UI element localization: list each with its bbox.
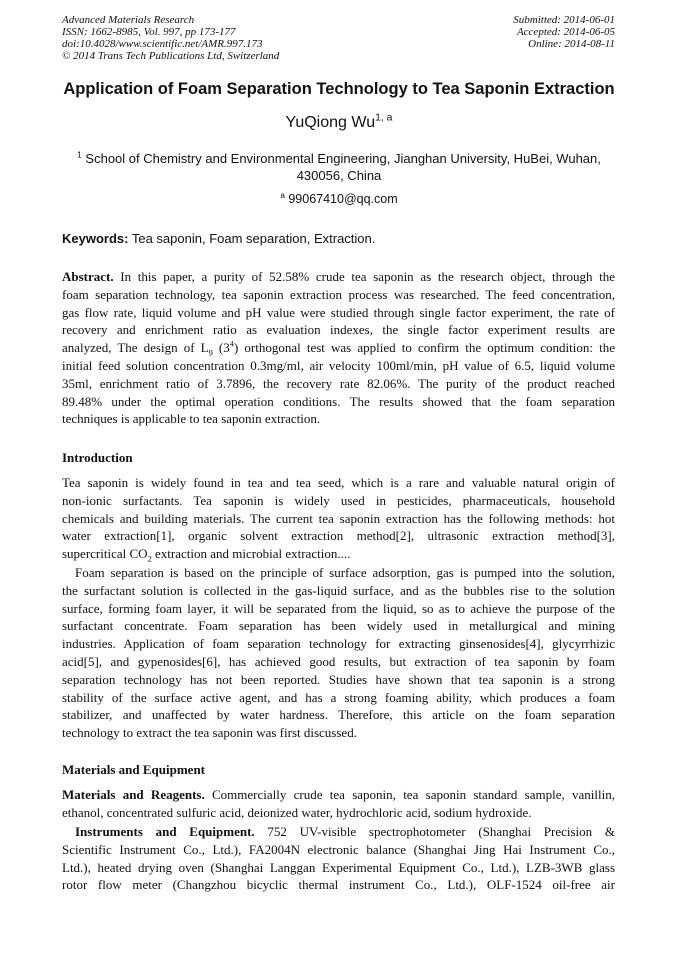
- issn: ISSN: 1662-8985, Vol. 997, pp 173-177: [62, 26, 236, 38]
- run-in-heading: Instruments and Equipment.: [75, 824, 255, 839]
- text-line: Ltd.), heated drying oven (Shanghai Langgan Experimental Equipment Co., Ltd.), LZB-3WB glass: [62, 859, 615, 875]
- accepted-date: Accepted: 2014-06-05: [516, 26, 615, 38]
- affiliation-line1: School of Chemistry and Environmental Engineering, Jianghan University, HuBei, Wuhan,: [85, 151, 601, 166]
- text-line: technology to extract the tea saponin was first discussed.: [62, 725, 357, 741]
- paper-title: Application of Foam Separation Technology to Tea Saponin Extraction: [63, 80, 615, 98]
- text-segment: 752 UV-visible spectrophotometer (Shanghai Precision &: [254, 824, 615, 839]
- journal-info: [62, 14, 279, 62]
- text-line: gas flow rate, liquid volume and pH value were studied through single factor experiment, the rate of: [62, 304, 615, 320]
- text-line: initial feed solution concentration 0.3mg/ml, air velocity 100ml/min, pH value of 6.5, liquid volume: [62, 357, 615, 373]
- introduction-paragraph-1: [62, 474, 615, 563]
- text-line: the surfactant solution is collected in the gas-liquid surface, and as the bubbles rise to the solution: [62, 582, 615, 598]
- keywords-label: Keywords:: [62, 231, 129, 246]
- text-line: [62, 545, 615, 563]
- text-line: surfactant concentrate. Foam separation has been widely used in metallurgical and mining: [62, 618, 615, 634]
- text-line: surface, forming foam layer, it will be separated from the liquid, so as to achieve the purpose of the: [62, 600, 615, 616]
- text-line: stability of the surface active agent, and has a strong foaming ability, which produces a foam: [62, 689, 615, 705]
- text-line: industries. Application of foam separation technology for extracting ginsenosides[4], glycyrrhizic: [62, 636, 615, 652]
- affiliation-line2: 430056, China: [296, 168, 382, 183]
- keywords-text: Tea saponin, Foam separation, Extraction.: [131, 231, 376, 246]
- text-line: foam separation technology, tea saponin extraction process was researched. The feed concentration,: [62, 286, 615, 302]
- text-line: [62, 339, 615, 357]
- instruments-paragraph: [62, 823, 615, 894]
- run-in-heading: Materials and Reagents.: [62, 787, 205, 802]
- text-segment: In this paper, a purity of 52.58% crude tea saponin as the research object, through the: [113, 269, 615, 284]
- author-name: YuQiong Wu: [285, 114, 376, 131]
- text-line: Scientific Instrument Co., Ltd.), FA2004N electronic balance (Shanghai Jing Hai Instrument Co.,: [62, 841, 615, 857]
- copyright: © 2014 Trans Tech Publications Ltd, Switzerland: [62, 50, 280, 62]
- text-line: [62, 823, 615, 841]
- author-sup: 1, a: [375, 112, 393, 124]
- email-sup: a: [280, 190, 285, 200]
- text-line: Foam separation is based on the principle of surface adsorption, gas is pumped into the solution,: [75, 565, 615, 580]
- text-segment: ) orthogonal test was applied to confirm the optimum condition: the: [233, 340, 615, 356]
- text-segment: extraction and microbial extraction....: [151, 546, 351, 562]
- keywords: [62, 231, 375, 246]
- text-line: separation technology has not been reported. Studies have shown that tea saponin is a strong: [62, 671, 615, 687]
- text-segment: 2: [147, 553, 152, 563]
- text-segment: 4: [229, 339, 234, 349]
- email-address: 99067410@qq.com: [288, 192, 398, 206]
- text-line: 35ml, enrichment ratio of 3.7896, the recovery rate 82.06%. The purity of the product reached: [62, 375, 615, 391]
- author: [0, 114, 678, 132]
- text-line: 89.48% under the optimal operation conditions. The results showed that the foam separation: [62, 393, 615, 409]
- run-in-heading: Abstract.: [62, 269, 114, 284]
- journal-name: Advanced Materials Research: [62, 14, 195, 26]
- materials-reagents-paragraph: [62, 786, 615, 822]
- text-line: Tea saponin is widely found in tea and tea seed, which is a rare and valuable natural origin of: [62, 475, 615, 490]
- text-line: recovery and enrichment ratio as evaluation indexes, the single factor experiment results are: [62, 322, 615, 338]
- online-date: Online: 2014-08-11: [528, 38, 615, 50]
- text-line: acid[5], and gypenosides[6], has achieved good results, but extraction of tea saponin by foam: [62, 653, 615, 669]
- text-segment: Commercially crude tea saponin, tea saponin standard sample, vanillin,: [204, 787, 615, 802]
- submitted-date: Submitted: 2014-06-01: [513, 14, 615, 26]
- dates-info: [513, 14, 615, 50]
- materials-heading: Materials and Equipment: [62, 762, 206, 777]
- affiliation: [0, 150, 678, 184]
- email: [0, 192, 678, 206]
- introduction-paragraph-2: [62, 564, 615, 742]
- text-line: ethanol, concentrated sulfuric acid, deionized water, hydrochloric acid, sodium hydroxide.: [62, 804, 532, 820]
- text-line: water extraction[1], organic solvent extraction method[2], ultrasonic extraction method[3],: [62, 528, 615, 544]
- introduction-heading: Introduction: [62, 450, 133, 465]
- text-segment: (3: [212, 340, 230, 356]
- text-line: techniques is applicable to tea saponin extraction.: [62, 411, 321, 427]
- text-line: non-ionic surfactants. Tea saponin is widely used in pesticides, pharmaceuticals, household: [62, 492, 615, 508]
- text-line: rotor flow meter (Changzhou bicyclic thermal instrument Co., Ltd.), OLF-1524 oil-free air: [62, 877, 615, 893]
- text-segment: supercritical CO: [62, 546, 148, 562]
- affiliation-sup: 1: [77, 149, 82, 160]
- text-segment: 9: [208, 347, 213, 357]
- text-line: chemicals and building materials. The current tea saponin extraction has the following methods: hot: [62, 510, 615, 526]
- text-line: [62, 268, 615, 286]
- text-line: stabilizer, and unaffected by water hardness. Therefore, this article on the foam separation: [62, 707, 615, 723]
- text-line: [62, 786, 615, 804]
- text-segment: analyzed, The design of L: [62, 340, 209, 356]
- doi: doi:10.4028/www.scientific.net/AMR.997.173: [62, 38, 263, 50]
- abstract: [62, 268, 615, 428]
